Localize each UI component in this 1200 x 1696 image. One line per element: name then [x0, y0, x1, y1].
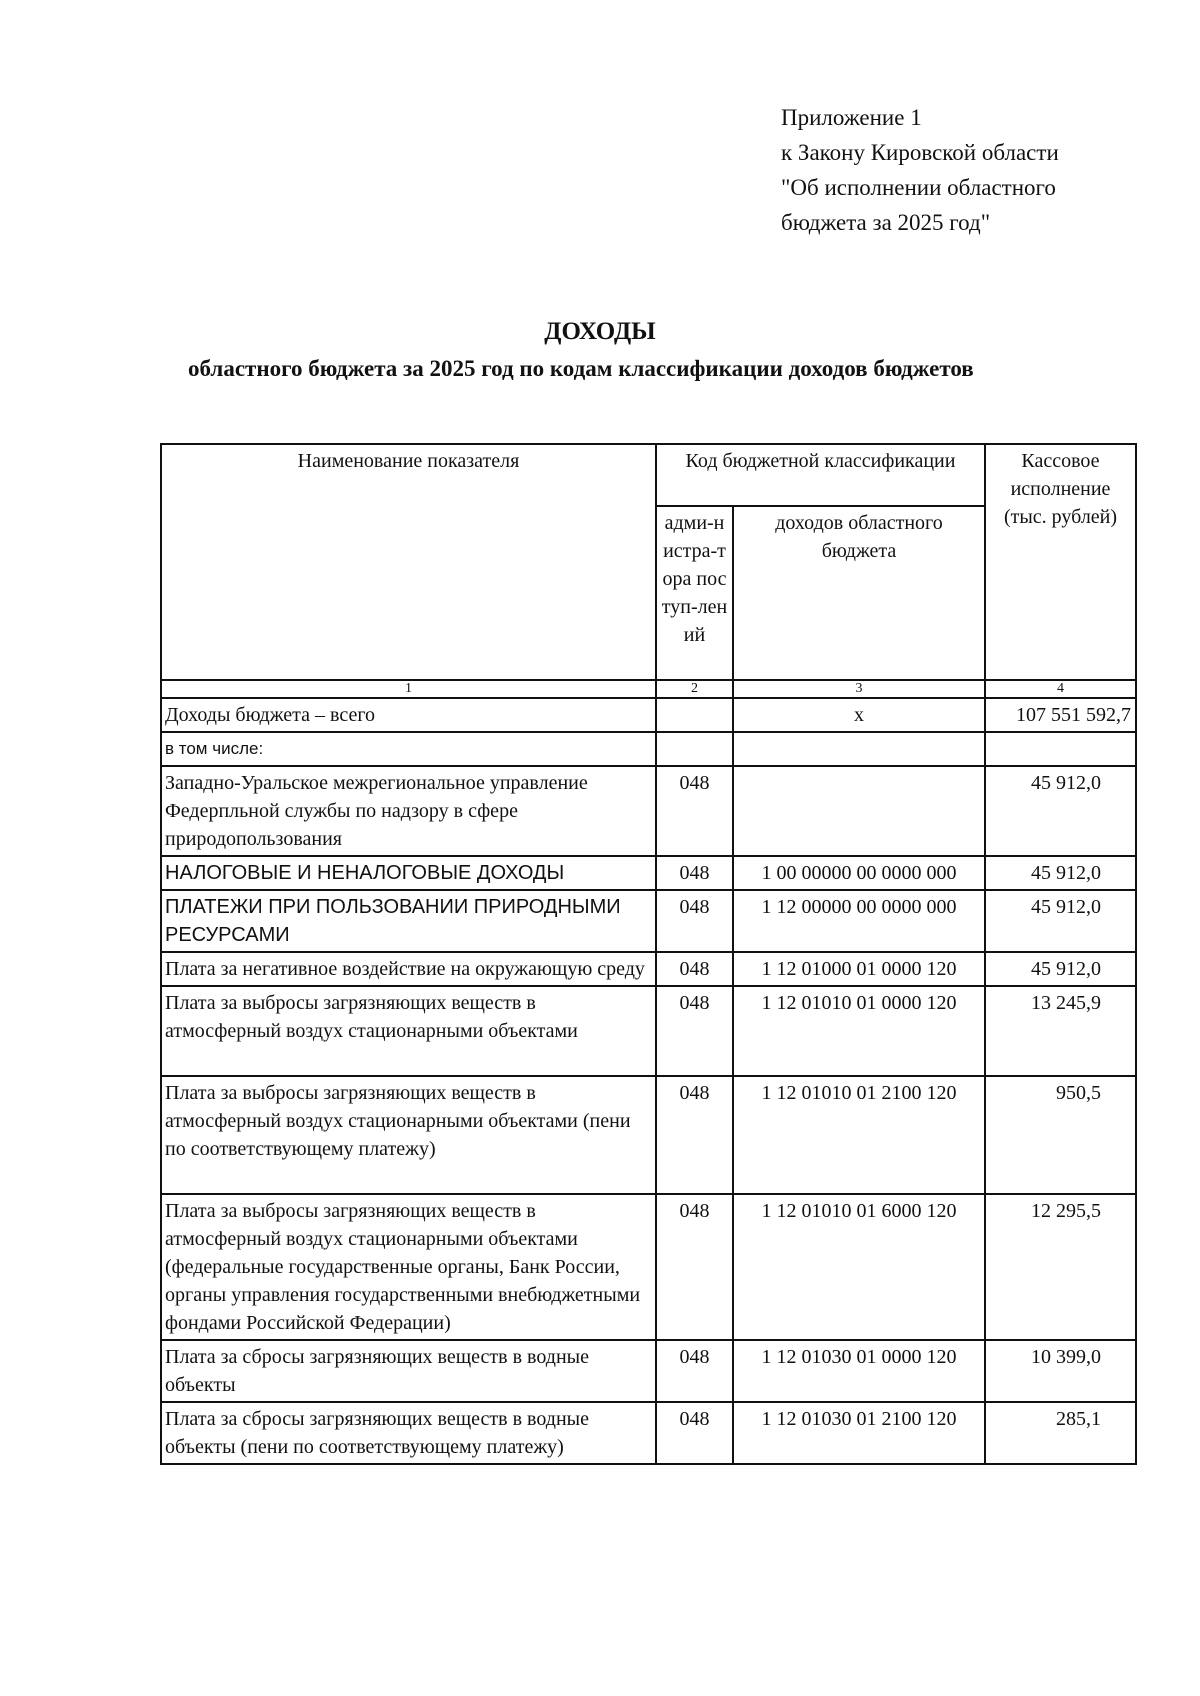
table-row — [161, 1076, 1136, 1194]
row-amount: 950,5 — [985, 1076, 1136, 1194]
table-row — [161, 732, 1136, 766]
row-amount: 45 912,0 — [985, 952, 1136, 986]
table-row — [161, 952, 1136, 986]
row-code — [733, 766, 985, 856]
table-row — [161, 890, 1136, 952]
appendix-note — [781, 100, 1059, 240]
appendix-line: "Об исполнении областного — [781, 175, 1056, 200]
row-amount: 10 399,0 — [985, 1340, 1136, 1402]
appendix-line: к Закону Кировской области — [781, 140, 1059, 165]
row-code: 1 12 01030 01 2100 120 — [733, 1402, 985, 1464]
row-admin: 048 — [656, 1340, 733, 1402]
row-admin: 048 — [656, 952, 733, 986]
row-code: 1 12 01010 01 0000 120 — [733, 986, 985, 1076]
row-name: Доходы бюджета – всего — [161, 698, 656, 732]
header-admin: адми-нистра-тора поступ-лений — [656, 506, 733, 680]
table-row — [161, 986, 1136, 1076]
appendix-line: Приложение 1 — [781, 105, 922, 130]
table-row — [161, 698, 1136, 732]
table-row — [161, 1340, 1136, 1402]
document-title: ДОХОДЫ — [544, 318, 656, 345]
row-amount: 45 912,0 — [985, 890, 1136, 952]
row-name: ПЛАТЕЖИ ПРИ ПОЛЬЗОВАНИИ ПРИРОДНЫМИ РЕСУРСАМИ — [161, 890, 656, 952]
header-income-code: доходов областного бюджета — [733, 506, 985, 680]
row-amount: 13 245,9 — [985, 986, 1136, 1076]
row-amount: 285,1 — [985, 1402, 1136, 1464]
row-code: 1 12 01010 01 2100 120 — [733, 1076, 985, 1194]
row-name: Плата за выбросы загрязняющих веществ в атмосферный воздух стационарными объектами — [161, 986, 656, 1076]
row-amount: 12 295,5 — [985, 1194, 1136, 1340]
table-row — [161, 856, 1136, 890]
row-name: Плата за выбросы загрязняющих веществ в атмосферный воздух стационарными объектами (пени по соответствующему платежу) — [161, 1076, 656, 1194]
document-subtitle: областного бюджета за 2025 год по кодам классификации доходов бюджетов — [188, 356, 974, 381]
row-name: Плата за сбросы загрязняющих веществ в водные объекты — [161, 1340, 656, 1402]
row-admin: 048 — [656, 1194, 733, 1340]
row-admin: 048 — [656, 1076, 733, 1194]
column-number: 2 — [656, 680, 733, 698]
header-amount: Кассовое исполнение (тыс. рублей) — [985, 444, 1136, 680]
table-row — [161, 1402, 1136, 1464]
row-admin: 048 — [656, 766, 733, 856]
column-number: 4 — [985, 680, 1136, 698]
row-code: х — [733, 698, 985, 732]
row-amount — [985, 732, 1136, 766]
row-admin: 048 — [656, 890, 733, 952]
row-code: 1 12 01000 01 0000 120 — [733, 952, 985, 986]
row-name: Плата за выбросы загрязняющих веществ в атмосферный воздух стационарными объектами (федеральные государственные органы, Банк России, органы управления государственными внебюджетными фондами Российской Федерации) — [161, 1194, 656, 1340]
row-amount: 45 912,0 — [985, 766, 1136, 856]
table-row — [161, 1194, 1136, 1340]
row-code: 1 12 01010 01 6000 120 — [733, 1194, 985, 1340]
row-admin: 048 — [656, 1402, 733, 1464]
income-table — [160, 443, 1137, 1465]
row-code: 1 00 00000 00 0000 000 — [733, 856, 985, 890]
header-name: Наименование показателя — [161, 444, 656, 680]
row-name: Западно-Уральское межрегиональное управление Федерпльной службы по надзору в сфере природопользования — [161, 766, 656, 856]
row-code: 1 12 00000 00 0000 000 — [733, 890, 985, 952]
table-row — [161, 766, 1136, 856]
row-name: Плата за негативное воздействие на окружающую среду — [161, 952, 656, 986]
header-code-group: Код бюджетной классификации — [656, 444, 985, 506]
row-code — [733, 732, 985, 766]
row-admin: 048 — [656, 986, 733, 1076]
appendix-line: бюджета за 2025 год" — [781, 210, 991, 235]
row-name: Плата за сбросы загрязняющих веществ в водные объекты (пени по соответствующему платежу) — [161, 1402, 656, 1464]
column-number: 1 — [161, 680, 656, 698]
row-name: НАЛОГОВЫЕ И НЕНАЛОГОВЫЕ ДОХОДЫ — [161, 856, 656, 890]
row-admin — [656, 732, 733, 766]
row-admin: 048 — [656, 856, 733, 890]
row-amount: 107 551 592,7 — [985, 698, 1136, 732]
row-name: в том числе: — [161, 732, 656, 766]
row-admin — [656, 698, 733, 732]
column-number: 3 — [733, 680, 985, 698]
row-amount: 45 912,0 — [985, 856, 1136, 890]
row-code: 1 12 01030 01 0000 120 — [733, 1340, 985, 1402]
